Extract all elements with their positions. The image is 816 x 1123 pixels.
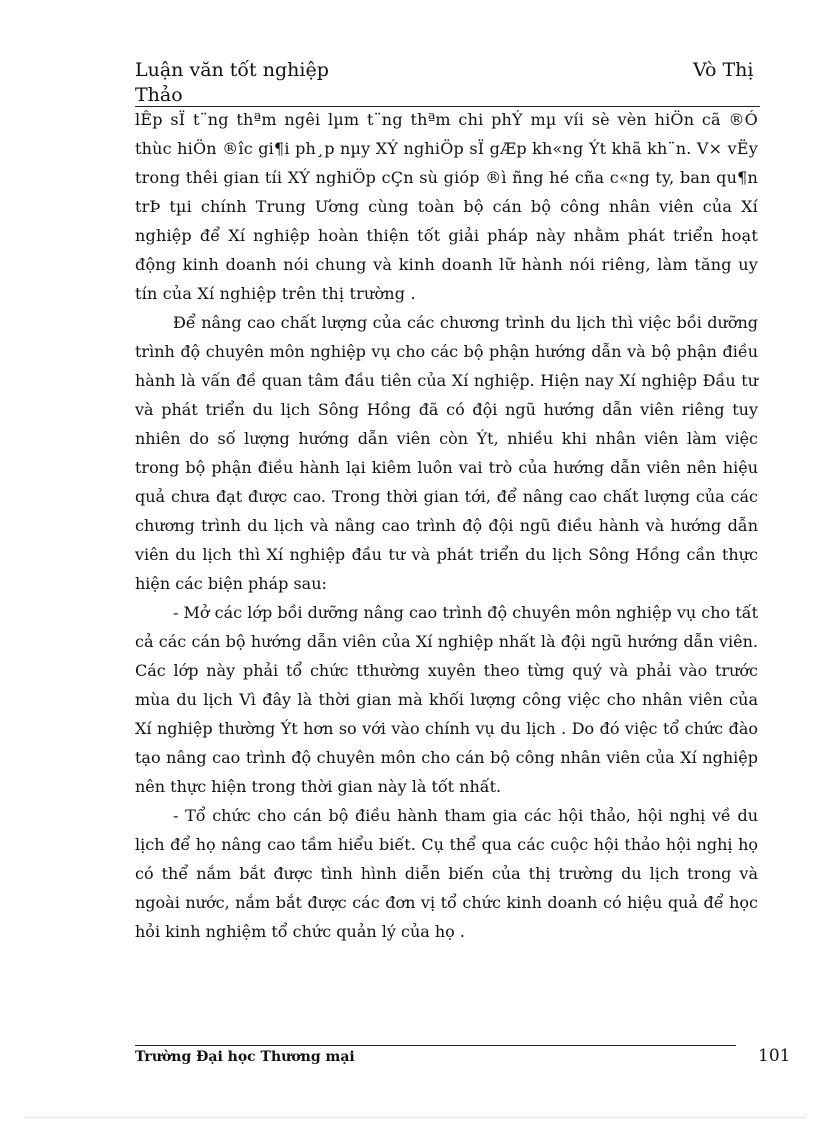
paragraph-3: - Mở các lớp bồi dưỡng nâng cao trình độ chuyên môn nghiệp vụ cho tất cả các cán bộ hướng dẫn viên của Xí nghiệp nhất là đội ngũ hướng dẫn viên. Các lớp này phải tổ chức tthường xuyên theo từng quý và phải vào trước mùa du lịch Vì đây là thời gian mà khối lượng công việc cho nhân viên của Xí nghiệp thường Ýt hơn so với vào chính vụ du lịch . Do đó việc tổ chức đào tạo nâng cao trình độ chuyên môn cho cán bộ công nhân viên của Xí nghiệp nên thực hiện trong thời gian này là tốt nhất.	[135, 603, 758, 796]
footer-divider	[135, 1045, 736, 1046]
header-title-continued: Thảo	[135, 84, 183, 106]
page-number: 101	[758, 1046, 791, 1066]
paragraph-2: Để nâng cao chất lượng của các chương trình du lịch thì việc bồi dưỡng trình độ chuyên môn nghiệp vụ cho các bộ phận hướng dẫn và bộ phận điều hành là vấn đề quan tâm đầu tiên của Xí nghiệp. Hiện nay Xí nghiệp Đầu tư và phát triển du lịch Sông Hồng đã có đội ngũ hướng dẫn viên riêng tuy nhiên do số lượng hướng dẫn viên còn Ýt, nhiều khi nhân viên làm việc trong bộ phận điều hành lại kiêm luôn vai trò của hướng dẫn viên nên hiệu quả chưa đạt được cao. Trong thời gian tới, để nâng cao chất lượng của các chương trình du lịch và nâng cao trình độ đội ngũ điều hành và hướng dẫn viên du lịch thì Xí nghiệp đầu tư và phát triển du lịch Sông Hồng cần thực hiện các biện pháp sau:	[135, 313, 758, 593]
paragraph-1: lÊp sÏ t¨ng thªm ngêi lµm t¨ng thªm chi phÝ mµ víi sè vèn hiÖn cã ®Ó thùc hiÖn ®îc gi¶i ph¸p nµy XÝ nghiÖp sÏ gÆp kh«ng Ýt khã kh¨n. V× vËy trong thêi gian tíi XÝ nghiÖp cÇn sù gióp ®ì ñng hé cña c«ng ty, ban qu¶n trÞ tµi chính Trung Ương cùng toàn bộ cán bộ công nhân viên của Xí nghiệp để Xí nghiệp hoàn thiện tốt giải pháp này nhằm phát triển hoạt động kinh doanh nói chung và kinh doanh lữ hành nói riêng, làm tăng uy tín của Xí nghiệp trên thị trường .	[135, 110, 758, 303]
header-author: Vò Thị	[693, 59, 754, 81]
document-body	[135, 105, 758, 946]
header-title-block	[135, 58, 329, 108]
paragraph-4: - Tổ chức cho cán bộ điều hành tham gia các hội thảo, hội nghị về du lịch để họ nâng cao tầm hiểu biết. Cụ thể qua các cuộc hội thảo hội nghị họ có thể nắm bắt được tình hình diễn biến của thị trường du lịch trong và ngoài nước, nắm bắt được các đơn vị tổ chức kinh doanh có hiệu quả để học hỏi kinh nghiệm tổ chức quản lý của họ .	[135, 806, 758, 941]
footer-school: Trường Đại học Thương mại	[135, 1049, 355, 1065]
page-bottom-edge	[25, 1117, 805, 1118]
header-title: Luận văn tốt nghiệp	[135, 59, 329, 81]
